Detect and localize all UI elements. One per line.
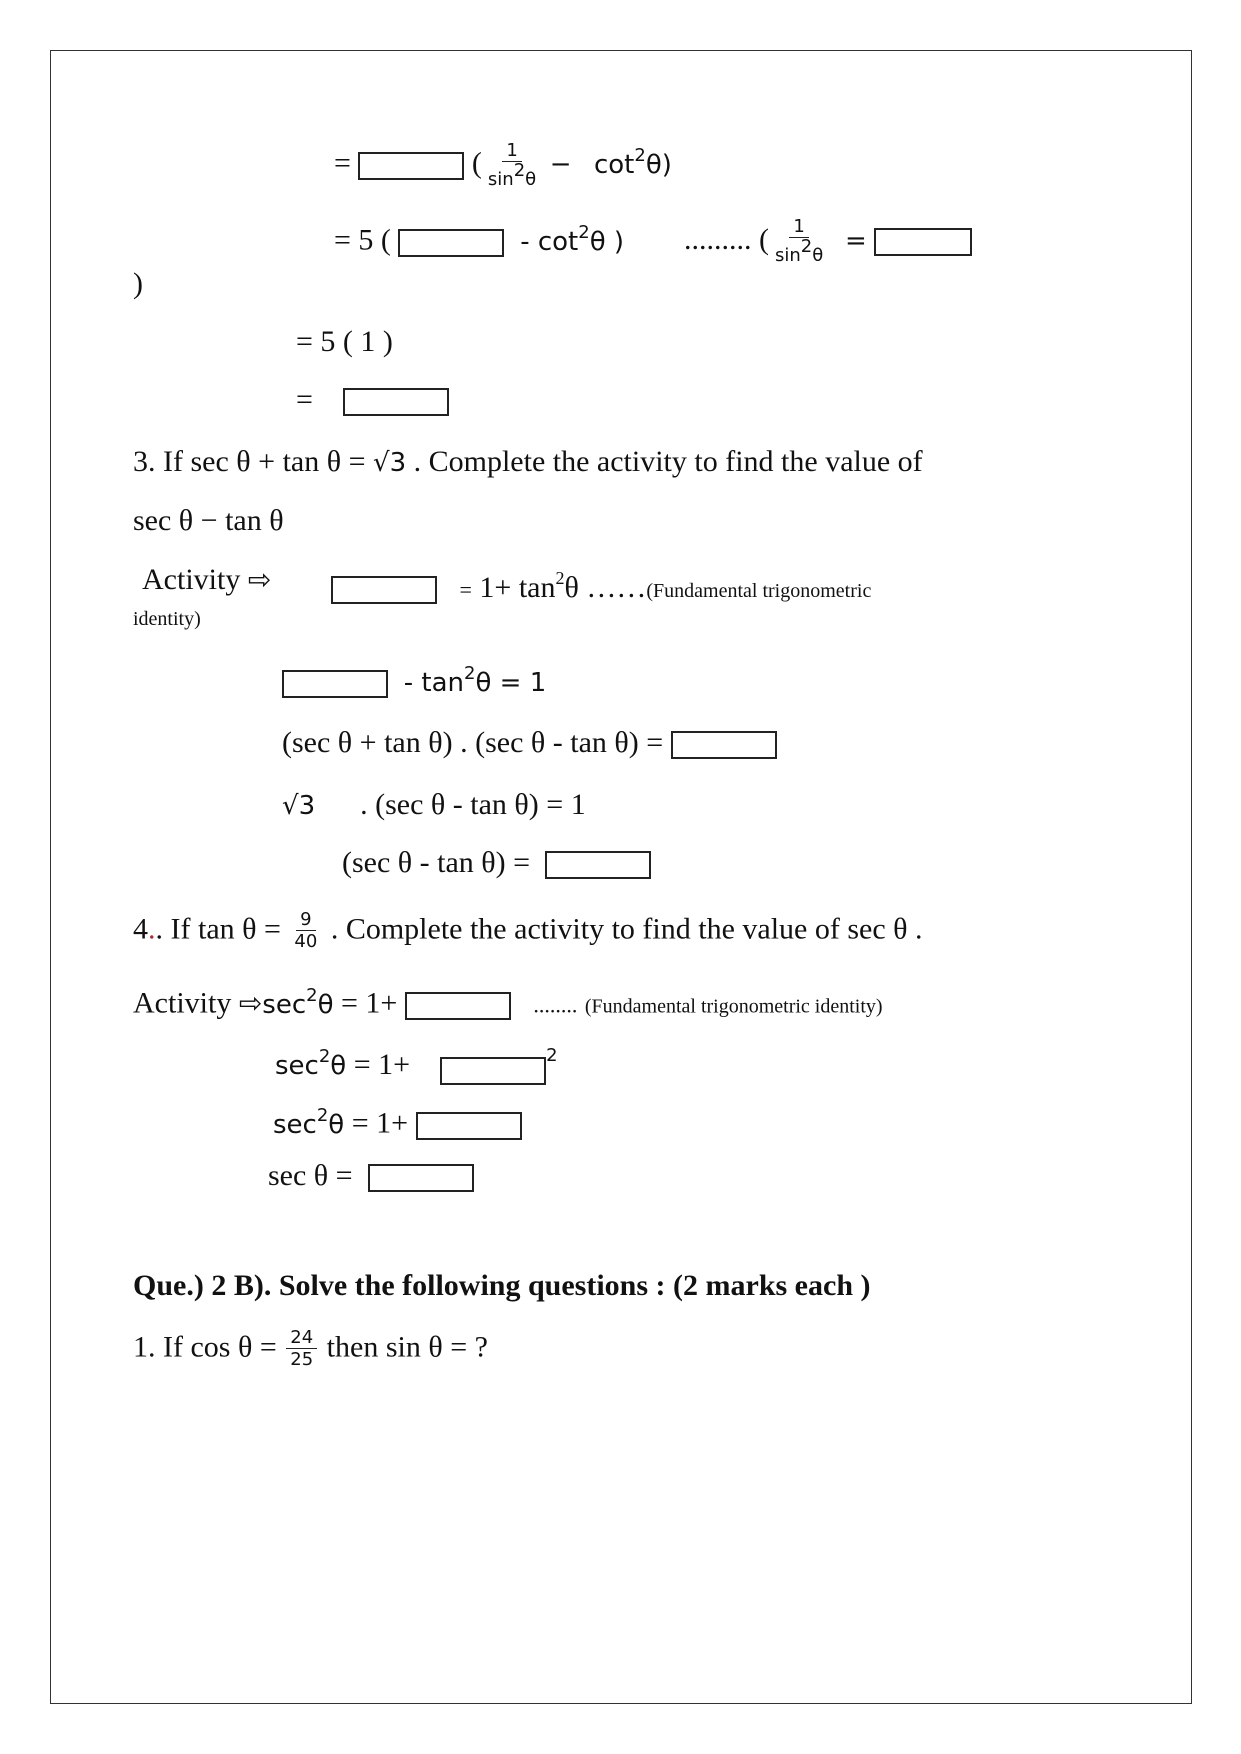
q3-step-4: √3 . (sec θ - tan θ) = 1	[282, 788, 586, 821]
equation-line-2: = 5 ( - $\cot^2\theta$ )	[334, 222, 625, 257]
question-b1: 1. If cos θ = $\frac{24}{25}$ then sin θ = ?	[133, 1327, 488, 1370]
answer-box[interactable]	[405, 992, 511, 1020]
fraction: $\frac{24}{25}$	[286, 1328, 317, 1371]
q3-step-3: (sec θ + tan θ) . (sec θ - tan θ) =	[282, 725, 777, 761]
answer-box[interactable]	[545, 851, 651, 879]
equation-line-5: =	[296, 382, 449, 418]
question-3-line2: sec θ − tan θ	[133, 504, 284, 537]
double-arrow-icon: ⇨	[238, 986, 263, 1020]
q3-identity-line: = $1+ \tan^2\theta$ ……(Fundamental trigonometric	[331, 562, 871, 609]
answer-box[interactable]	[282, 670, 388, 698]
q3-step-5: (sec θ - tan θ) =	[342, 845, 651, 881]
q4-activity-line: Activity $⇨\sec^2\theta = 1+$ ........ (Fundamental trigonometric identity)	[133, 985, 883, 1020]
equation-line-1: = ( $\frac{1}{\sin^2\theta}$ − $\cot^2\theta$)	[334, 139, 672, 190]
equation-line-4: = 5 ( 1 )	[296, 325, 393, 358]
answer-box[interactable]	[358, 152, 464, 180]
question-4: 4.. If tan θ = $\frac{9}{40}$ . Complete the activity to find the value of sec θ .	[133, 909, 923, 952]
question-3: 3. If sec θ + tan θ = √3 . Complete the activity to find the value of	[133, 445, 923, 478]
fraction: $\frac{1}{\sin^2\theta}$	[487, 139, 537, 190]
q3-activity-line: Activity ⇨	[142, 563, 272, 596]
section-heading: Que.) 2 B). Solve the following questions : (2 marks each )	[133, 1269, 871, 1302]
answer-box[interactable]	[671, 731, 777, 759]
closing-paren: )	[133, 267, 143, 300]
equation-note-2: ......... ( $\frac{1}{\sin^2\theta}$ =	[684, 217, 972, 267]
fraction: $\frac{9}{40}$	[294, 909, 318, 952]
answer-box[interactable]	[331, 576, 437, 604]
q4-step-4: sec θ =	[268, 1158, 474, 1194]
q4-step-3: $\sec^2\theta = 1+$	[273, 1100, 522, 1143]
q4-step-2: $\sec^2\theta = 1+$ $^2$	[275, 1040, 558, 1085]
answer-box[interactable]	[343, 388, 449, 416]
double-arrow-icon: ⇨	[247, 563, 272, 596]
q3-identity-cont: identity)	[133, 608, 201, 630]
answer-box[interactable]	[416, 1112, 522, 1140]
answer-box[interactable]	[368, 1164, 474, 1192]
q3-step-2: - $\tan^2\theta = 1$	[282, 658, 546, 701]
answer-box[interactable]	[398, 229, 504, 257]
answer-box[interactable]	[440, 1057, 546, 1085]
answer-box[interactable]	[874, 228, 972, 256]
fraction: $\frac{1}{\sin^2\theta}$	[775, 216, 824, 266]
